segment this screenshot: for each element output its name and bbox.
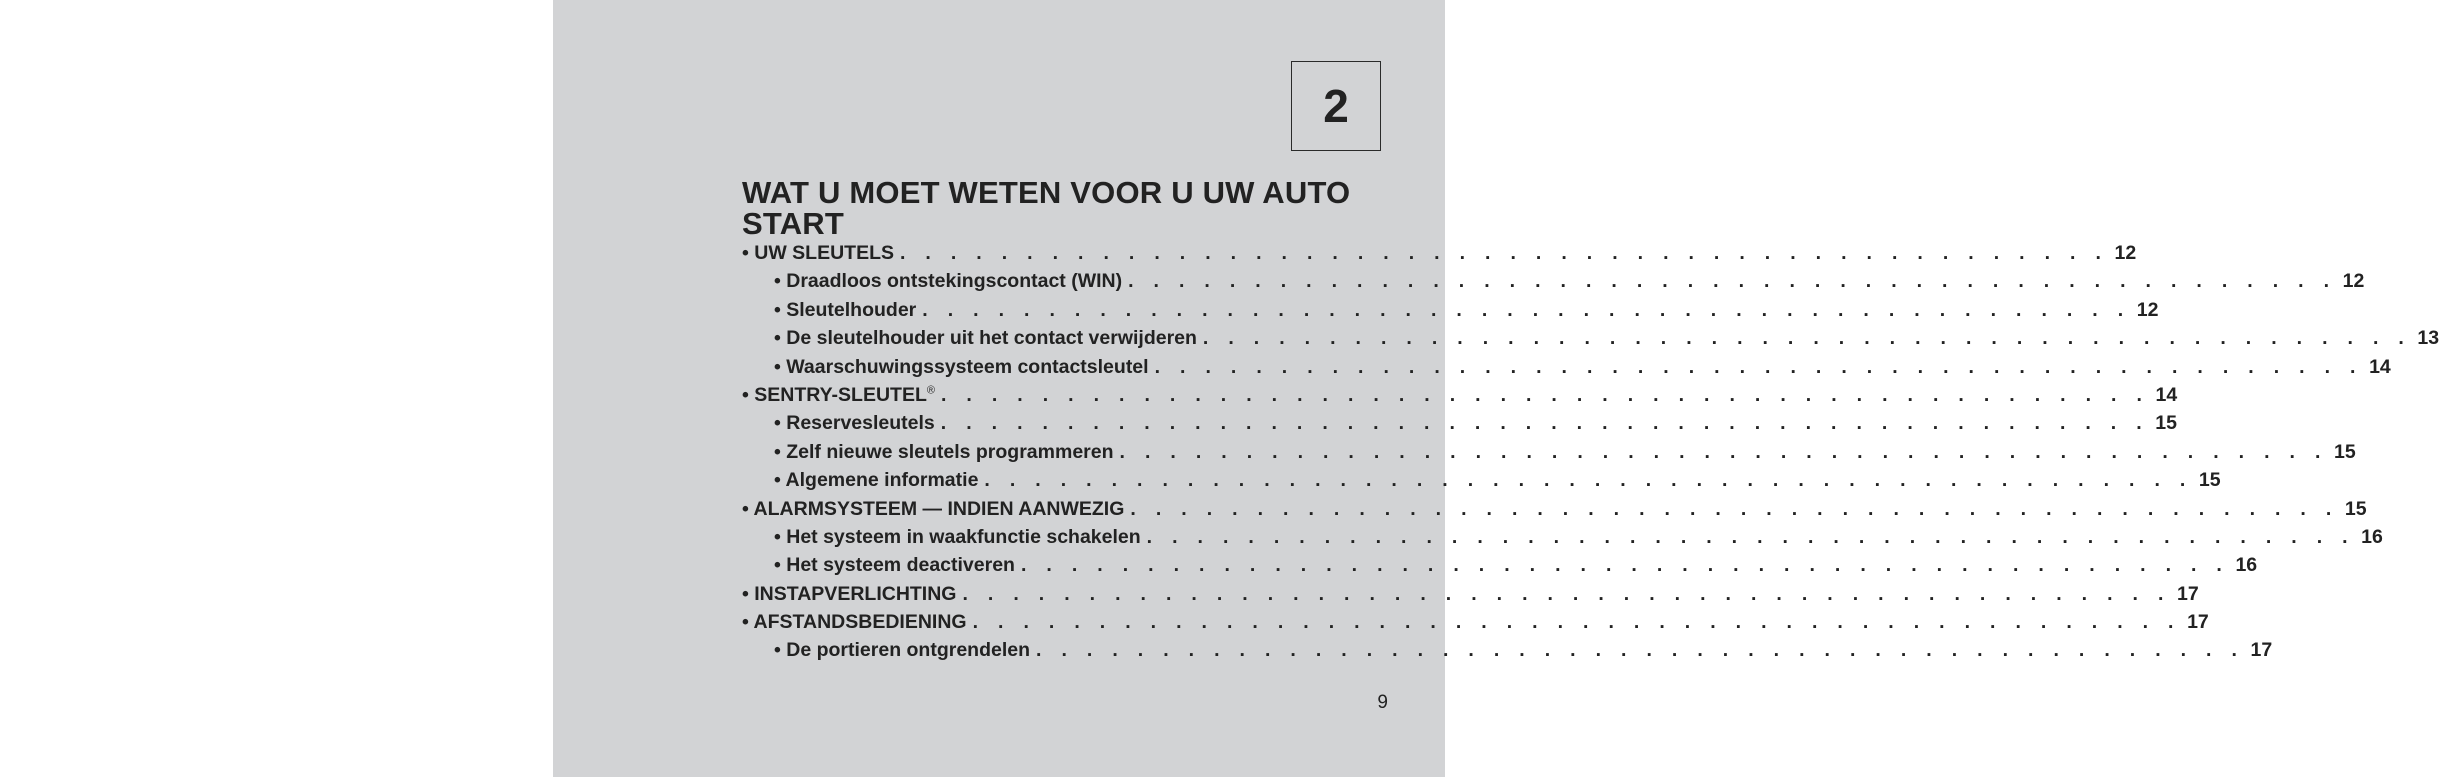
chapter-title: WAT U MOET WETEN VOOR U UW AUTO START <box>742 175 1351 241</box>
toc-dot-leader: . . . . . . . . . . . . . . . . . . . . . . . . . . . . . . . . . . . . . . . . . . . . . . . . <box>1020 554 2230 577</box>
toc-entry-label <box>742 498 1130 521</box>
toc-entry[interactable] <box>742 582 2199 611</box>
toc-entry[interactable] <box>742 525 2383 554</box>
toc-page-number: 15 <box>2344 497 2367 520</box>
toc-page-number: 15 <box>2334 440 2356 463</box>
toc-entry-text: ALARMSYSTEEM — INDIEN AANWEZIG <box>753 497 1125 520</box>
toc-entry[interactable] <box>742 469 2221 497</box>
toc-entry-label <box>774 441 1120 464</box>
toc-dot-leader: . . . . . . . . . . . . . . . . . . . . . . . . . . . . . . . . . . . . . . . . . . . . . . . . <box>972 611 2181 634</box>
toc-bullet: • <box>742 611 749 634</box>
toc-entry-text: Algemene informatie <box>785 469 979 492</box>
toc-dot-leader: . . . . . . . . . . . . . . . . . . . . . . . . . . . . . . . . . . . . . . . . . . . . . . . . <box>940 383 2150 406</box>
toc-bullet: • <box>774 298 781 321</box>
toc-entry-text: Het systeem deactiveren <box>786 554 1015 577</box>
toc-entry-label <box>774 526 1147 549</box>
toc-dot-leader: . . . . . . . . . . . . . . . . . . . . . . . . . . . . . . . . . . . . . . . . . . . . . . . . <box>922 298 2131 321</box>
toc-bullet: • <box>774 270 781 293</box>
toc-entry[interactable] <box>742 327 2439 355</box>
toc-bullet: • <box>742 383 749 406</box>
toc-entry-text: Draadloos ontstekingscontact (WIN) <box>786 270 1123 293</box>
toc-entry[interactable] <box>742 554 2258 582</box>
toc-dot-leader: . . . . . . . . . . . . . . . . . . . . . . . . . . . . . . . . . . . . . . . . . . . . . . . . <box>1128 270 2337 293</box>
toc-entry-text: UW SLEUTELS <box>754 242 894 264</box>
toc-entry[interactable] <box>742 440 2356 469</box>
page-number: 9 <box>1377 692 1388 713</box>
toc-entry-label <box>774 469 984 492</box>
toc-page-number: 14 <box>2155 383 2178 406</box>
toc-entry[interactable] <box>742 639 2273 667</box>
toc-page-number: 12 <box>2136 298 2159 321</box>
toc-page-number: 12 <box>2114 242 2137 264</box>
toc-entry-text: Reservesleutels <box>786 412 935 435</box>
toc-entry[interactable] <box>742 270 2365 298</box>
toc-page-number: 15 <box>2198 469 2221 492</box>
toc-bullet: • <box>774 440 781 463</box>
toc-bullet: • <box>742 497 749 520</box>
toc-page-number: 16 <box>2361 525 2383 548</box>
toc-entry-text: De portieren ontgrendelen <box>786 639 1031 662</box>
chapter-number: 2 <box>1323 80 1349 132</box>
toc-dot-leader: . . . . . . . . . . . . . . . . . . . . . . . . . . . . . . . . . . . . . . . . . . . . . . . . <box>1036 639 2245 662</box>
toc-dot-leader: . . . . . . . . . . . . . . . . . . . . . . . . . . . . . . . . . . . . . . . . . . . . . . . . <box>940 412 2149 435</box>
toc-entry[interactable] <box>742 383 2178 412</box>
toc-page-number: 15 <box>2155 412 2177 435</box>
toc-bullet: • <box>774 327 781 350</box>
toc-entry-label <box>774 554 1021 577</box>
toc-dot-leader: . . . . . . . . . . . . . . . . . . . . . . . . . . . . . . . . . . . . . . . . . . . . . . . . <box>1154 355 2363 378</box>
toc-entry-label <box>774 356 1155 379</box>
toc-page-number: 17 <box>2250 639 2273 662</box>
toc-entry-label <box>742 242 900 265</box>
toc-page-number: 17 <box>2176 582 2199 605</box>
toc-entry-label <box>774 639 1036 662</box>
toc-dot-leader: . . . . . . . . . . . . . . . . . . . . . . . . . . . . . . . . . . . . . . . . . . . . . . . . <box>1119 440 2328 463</box>
toc-entry[interactable] <box>742 355 2391 384</box>
toc-bullet: • <box>742 582 749 605</box>
toc-page-number: 17 <box>2187 611 2209 634</box>
toc-entry[interactable] <box>742 242 2137 270</box>
toc-entry-text: SENTRY-SLEUTEL <box>754 383 927 406</box>
toc-entry[interactable] <box>742 497 2367 526</box>
toc-entry-text: Zelf nieuwe sleutels programmeren <box>786 440 1114 463</box>
toc-entry[interactable] <box>742 611 2209 639</box>
toc-bullet: • <box>774 355 781 378</box>
registered-mark: ® <box>926 384 935 397</box>
table-of-contents <box>742 242 2439 668</box>
toc-dot-leader: . . . . . . . . . . . . . . . . . . . . . . . . . . . . . . . . . . . . . . . . . . . . . . . . <box>962 582 2171 605</box>
toc-entry-text: De sleutelhouder uit het contact verwijderen <box>786 327 1197 350</box>
toc-entry-label <box>742 611 973 634</box>
toc-dot-leader: . . . . . . . . . . . . . . . . . . . . . . . . . . . . . . . . . . . . . . . . . . . . . . . . <box>900 242 2109 264</box>
chapter-number-box <box>1291 61 1381 151</box>
toc-bullet: • <box>742 242 749 264</box>
toc-dot-leader: . . . . . . . . . . . . . . . . . . . . . . . . . . . . . . . . . . . . . . . . . . . . . . . . <box>984 469 2193 492</box>
toc-entry-label <box>774 327 1203 350</box>
toc-entry[interactable] <box>742 412 2177 440</box>
toc-page-number: 12 <box>2342 270 2365 293</box>
toc-dot-leader: . . . . . . . . . . . . . . . . . . . . . . . . . . . . . . . . . . . . . . . . . . . . . . . . <box>1130 497 2339 520</box>
toc-entry-text: Waarschuwingssysteem contactsleutel <box>786 355 1149 378</box>
toc-page-number: 14 <box>2369 355 2391 378</box>
toc-entry-label <box>774 299 922 322</box>
toc-bullet: • <box>774 554 781 577</box>
toc-entry-text: INSTAPVERLICHTING <box>754 582 957 605</box>
toc-entry[interactable] <box>742 298 2159 327</box>
toc-bullet: • <box>774 469 781 492</box>
toc-entry-label <box>774 270 1128 293</box>
toc-entry-label <box>742 583 962 606</box>
toc-bullet: • <box>774 525 781 548</box>
toc-entry-label <box>742 384 941 407</box>
toc-entry-text: Sleutelhouder <box>786 298 917 321</box>
toc-entry-text: AFSTANDSBEDIENING <box>753 611 967 634</box>
toc-dot-leader: . . . . . . . . . . . . . . . . . . . . . . . . . . . . . . . . . . . . . . . . . . . . . . . . <box>1202 327 2412 350</box>
toc-page-number: 13 <box>2417 327 2439 350</box>
toc-dot-leader: . . . . . . . . . . . . . . . . . . . . . . . . . . . . . . . . . . . . . . . . . . . . . . . . <box>1146 525 2355 548</box>
toc-entry-label <box>774 412 941 435</box>
left-blank-page <box>0 0 553 777</box>
toc-bullet: • <box>774 639 781 662</box>
toc-page-number: 16 <box>2235 554 2258 577</box>
toc-bullet: • <box>774 412 781 435</box>
toc-entry-text: Het systeem in waakfunctie schakelen <box>786 525 1141 548</box>
